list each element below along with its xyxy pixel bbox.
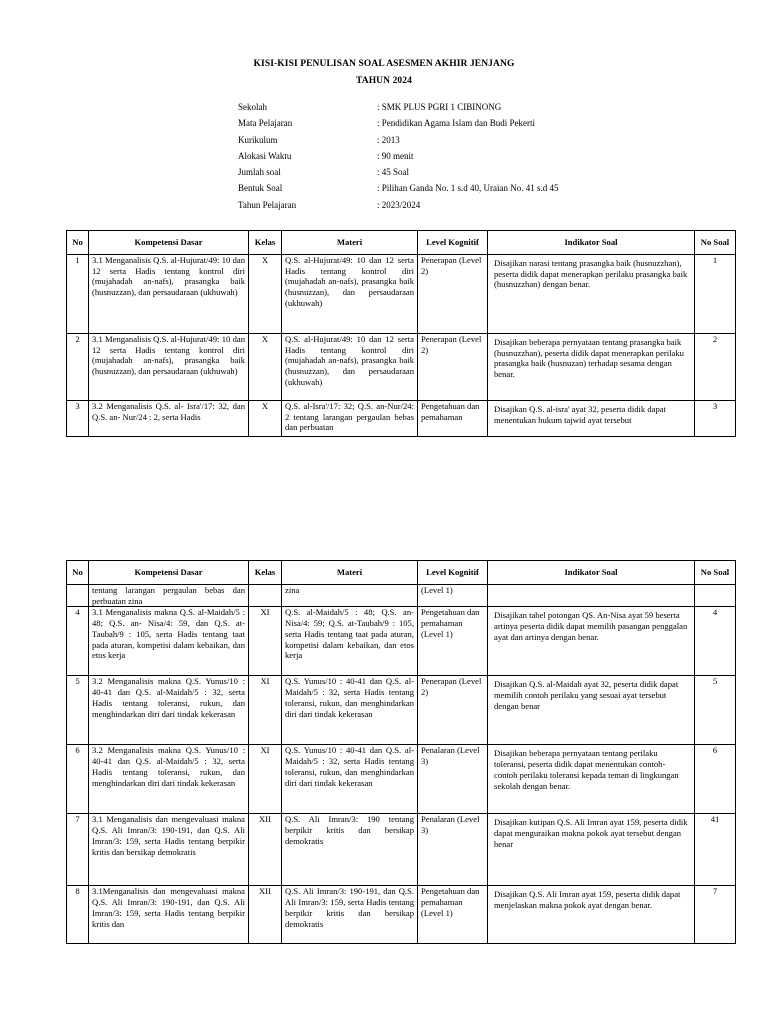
cell-kelas: X: [249, 401, 282, 437]
cell-kelas: X: [249, 255, 282, 334]
cell-level-kognitif: (Level 1): [418, 585, 488, 607]
cell-indikator-soal: Disajikan Q.S. Ali Imran ayat 159, peserta didik dapat menjelaskan makna pokok ayat dengan benar.: [488, 886, 695, 944]
cell-no: [67, 585, 89, 607]
cell-level-kognitif: Pengetahuan dan pemahaman: [418, 401, 488, 437]
cell-kelas: [249, 585, 282, 607]
cell-materi: Q.S. al-Maidah/5 : 48; Q.S. an-Nisa/4: 59; Q.S. at-Taubah/9 : 105, serta Hadis tentang taat pada aturan, kompetisi dalam kebaikan, dan etos kerja: [282, 607, 418, 676]
table-row: [67, 886, 736, 944]
header-kompetensi-dasar: Kompetensi Dasar: [89, 561, 249, 585]
cell-materi: Q.S. Yunus/10 : 40-41 dan Q.S. al-Maidah/5 : 32, serta Hadis tentang toleransi, rukun, dan menghindarkan diri dari tindak kekerasan: [282, 745, 418, 814]
cell-level-kognitif: Penerapan (Level 2): [418, 334, 488, 401]
cell-materi: Q.S. Ali Imran/3: 190 tentang berpikir kritis dan bersikap demokratis: [282, 814, 418, 886]
cell-no: 4: [67, 607, 89, 676]
meta-label: Alokasi Waktu: [238, 150, 292, 161]
table-row: [67, 676, 736, 745]
cell-no: 7: [67, 814, 89, 886]
cell-no-soal: 4: [695, 607, 736, 676]
meta-label: Kurikulum: [238, 134, 278, 145]
table-row: [67, 607, 736, 676]
cell-indikator-soal: Disajikan narasi tentang prasangka baik (husnuzzhan), peserta didik dapat menerapkan perilaku prasangka baik (husnuzzhan) dengan benar.: [488, 255, 695, 334]
cell-kompetensi-dasar: 3.1Menganalisis dan mengevaluasi makna Q.S. Ali Imran/3: 190-191, dan Q.S. Ali Imran/3: 159, serta Hadis tentang berpikir kritis dan: [89, 886, 249, 944]
cell-level-kognitif: Pengetahuan dan pemahaman (Level 1): [418, 607, 488, 676]
cell-kompetensi-dasar: 3.1 Menganalisis dan mengevaluasi makna Q.S. Ali Imran/3: 190-191, dan Q.S. Ali Imran/3: 159, serta Hadis tentang berpikir kritis dan bersikap demokratis: [89, 814, 249, 886]
document-metadata: [238, 101, 558, 215]
cell-materi: Q.S. Yunus/10 : 40-41 dan Q.S. al-Maidah/5 : 32, serta Hadis tentang toleransi, rukun, dan menghindarkan diri dari tindak kekerasan: [282, 676, 418, 745]
header-level-kognitif: Level Kognitif: [418, 561, 488, 585]
cell-materi: Q.S. al-Hujurat/49: 10 dan 12 serta Hadis tentang kontrol diri (mujahadah an-nafs), prasangka baik (husnuzzan), dan persaudaraan (ukhuwah): [282, 334, 418, 401]
cell-no: 1: [67, 255, 89, 334]
meta-row: [238, 134, 558, 150]
meta-row: [238, 117, 558, 133]
meta-label: Bentuk Soal: [238, 183, 283, 194]
meta-value: : 2023/2024: [377, 199, 421, 210]
meta-value: : 2013: [377, 134, 400, 145]
kisi-kisi-table-page2: [66, 560, 736, 944]
cell-level-kognitif: Pengetahuan dan pemahaman (Level 1): [418, 886, 488, 944]
header-no: No: [67, 561, 89, 585]
cell-kompetensi-dasar: 3.2 Menganalisis makna Q.S. Yunus/10 : 40-41 dan Q.S. al-Maidah/5 : 32, serta Hadis tentang toleransi, rukun, dan menghindarkan diri dari tindak kekerasan: [89, 745, 249, 814]
cell-materi: Q.S. Ali Imran/3: 190-191, dan Q.S. Ali Imran/3: 159, serta Hadis tentang berpikir kritis dan bersikap demokratis: [282, 886, 418, 944]
table-row: [67, 334, 736, 401]
cell-level-kognitif: Penerapan (Level 2): [418, 676, 488, 745]
table-header-row: [67, 561, 736, 585]
meta-row: [238, 182, 558, 198]
cell-indikator-soal: Disajikan beberapa pernyataan tentang perilaku toleransi, peserta didik dapat menentukan contoh-contoh perilaku toleransi kepada teman di lingkungan sekolah dengan benar.: [488, 745, 695, 814]
cell-materi: Q.S. al-Isra'/17: 32; Q.S. an-Nur/24: 2 tentang larangan pergaulan bebas dan perbuatan: [282, 401, 418, 437]
cell-kelas: XI: [249, 676, 282, 745]
document-year: TAHUN 2024: [356, 76, 412, 86]
header-materi: Materi: [282, 561, 418, 585]
meta-value: : Pilihan Ganda No. 1 s.d 40, Uraian No. 41 s.d 45: [377, 183, 559, 194]
cell-kompetensi-dasar: 3.1 Menganalisis Q.S. al-Hujurat/49: 10 dan 12 serta Hadis tentang kontrol diri (mujahadah an-nafs), prasangka baik (husnuzzan), dan persaudaraan (ukhuwah): [89, 334, 249, 401]
header-indikator-soal: Indikator Soal: [488, 561, 695, 585]
cell-no: 5: [67, 676, 89, 745]
cell-indikator-soal: Disajikan tabel potongan QS. An-Nisa ayat 59 beserta artinya peserta didik dapat memilih pasangan penggalan ayat dan artinya dengan benar.: [488, 607, 695, 676]
cell-no-soal: 3: [695, 401, 736, 437]
header-kelas: Kelas: [249, 561, 282, 585]
table-row: [67, 745, 736, 814]
cell-indikator-soal: Disajikan beberapa pernyataan tentang prasangka baik (husnuzzhan), peserta didik dapat menerapkan perilaku prasangka baik (husnuzan) terhadap sesama dengan benar.: [488, 334, 695, 401]
table-row: [67, 255, 736, 334]
document-title: KISI-KISI PENULISAN SOAL ASESMEN AKHIR JENJANG: [253, 59, 515, 69]
meta-label: Jumlah soal: [238, 167, 281, 178]
meta-label: Mata Pelajaran: [238, 118, 293, 129]
cell-indikator-soal: Disajikan kutipan Q.S. Ali Imran ayat 159, peserta didik dapat menguraikan makna pokok ayat tersebut dengan benar: [488, 814, 695, 886]
cell-kompetensi-dasar: 3.1 Menganalisis makna Q.S. al-Maidah/5 : 48; Q.S. an- Nisa/4: 59, dan Q.S. at- Taubah/9 : 105, serta Hadis tentang taat pada aturan, kompetisi dalam kebaikan, dan etos kerja: [89, 607, 249, 676]
table-row: [67, 401, 736, 437]
cell-indikator-soal: Disajikan Q.S. al-Maidah ayat 32, peserta didik dapat memilih contoh perilaku yang sesuai ayat tersebut dengan benar: [488, 676, 695, 745]
meta-label: Sekolah: [238, 102, 267, 112]
table-header-row: [67, 231, 736, 255]
cell-level-kognitif: Penalaran (Level 3): [418, 814, 488, 886]
cell-kompetensi-dasar: tentang larangan pergaulan bebas dan perbuatan zina: [89, 585, 249, 607]
meta-row: [238, 166, 558, 182]
cell-kelas: X: [249, 334, 282, 401]
table-row: [67, 585, 736, 607]
cell-kompetensi-dasar: 3.2 Menganalisis Q.S. al- Isra'/17: 32, dan Q.S. an- Nur/24 : 2, serta Hadis: [89, 401, 249, 437]
cell-kelas: XI: [249, 607, 282, 676]
table-row: [67, 814, 736, 886]
header-no: No: [67, 231, 89, 255]
cell-kelas: XII: [249, 814, 282, 886]
cell-materi: zina: [282, 585, 418, 607]
cell-kelas: XI: [249, 745, 282, 814]
header-kelas: Kelas: [249, 231, 282, 255]
cell-level-kognitif: Penerapan (Level 2): [418, 255, 488, 334]
cell-no-soal: 6: [695, 745, 736, 814]
cell-no: 6: [67, 745, 89, 814]
cell-no: 3: [67, 401, 89, 437]
header-no-soal: No Soal: [695, 231, 736, 255]
cell-indikator-soal: [488, 585, 695, 607]
cell-level-kognitif: Penalaran (Level 3): [418, 745, 488, 814]
kisi-kisi-table-page1: [66, 230, 736, 437]
cell-indikator-soal: Disajikan Q.S. al-isra' ayat 32, peserta didik dapat menentukan hukum tajwid ayat tersebut: [488, 401, 695, 437]
cell-no-soal: 2: [695, 334, 736, 401]
meta-label: Tahun Pelajaran: [238, 199, 297, 210]
cell-kompetensi-dasar: 3.1 Menganalisis Q.S. al-Hujurat/49: 10 dan 12 serta Hadis tentang kontrol diri (mujahadah an-nafs), prasangka baik (husnuzzan), dan persaudaraan (ukhuwah): [89, 255, 249, 334]
header-kompetensi-dasar: Kompetensi Dasar: [89, 231, 249, 255]
cell-kompetensi-dasar: 3.2 Menganalisis makna Q.S. Yunus/10 : 40-41 dan Q.S. al-Maidah/5 : 32, serta Hadis tentang toleransi, rukun, dan menghindarkan diri dari tindak kekerasan: [89, 676, 249, 745]
meta-row: [238, 199, 558, 215]
header-level-kognitif: Level Kognitif: [418, 231, 488, 255]
meta-row: [238, 150, 558, 166]
cell-kelas: XII: [249, 886, 282, 944]
cell-materi: Q.S. al-Hujurat/49: 10 dan 12 serta Hadis tentang kontrol diri (mujahadah an-nafs), prasangka baik (husnuzzan), dan persaudaraan (ukhuwah): [282, 255, 418, 334]
cell-no-soal: [695, 585, 736, 607]
meta-value: : 45 Soal: [377, 167, 410, 178]
cell-no: 2: [67, 334, 89, 401]
header-no-soal: No Soal: [695, 561, 736, 585]
cell-no-soal: 7: [695, 886, 736, 944]
header-materi: Materi: [282, 231, 418, 255]
meta-value: : 90 menit: [377, 150, 414, 161]
header-indikator-soal: Indikator Soal: [488, 231, 695, 255]
cell-no-soal: 5: [695, 676, 736, 745]
cell-no-soal: 1: [695, 255, 736, 334]
cell-no-soal: 41: [695, 814, 736, 886]
cell-no: 8: [67, 886, 89, 944]
meta-row: [238, 101, 558, 117]
meta-value: : Pendidikan Agama Islam dan Budi Pekerti: [377, 118, 535, 129]
meta-value: : SMK PLUS PGRI 1 CIBINONG: [377, 102, 502, 112]
